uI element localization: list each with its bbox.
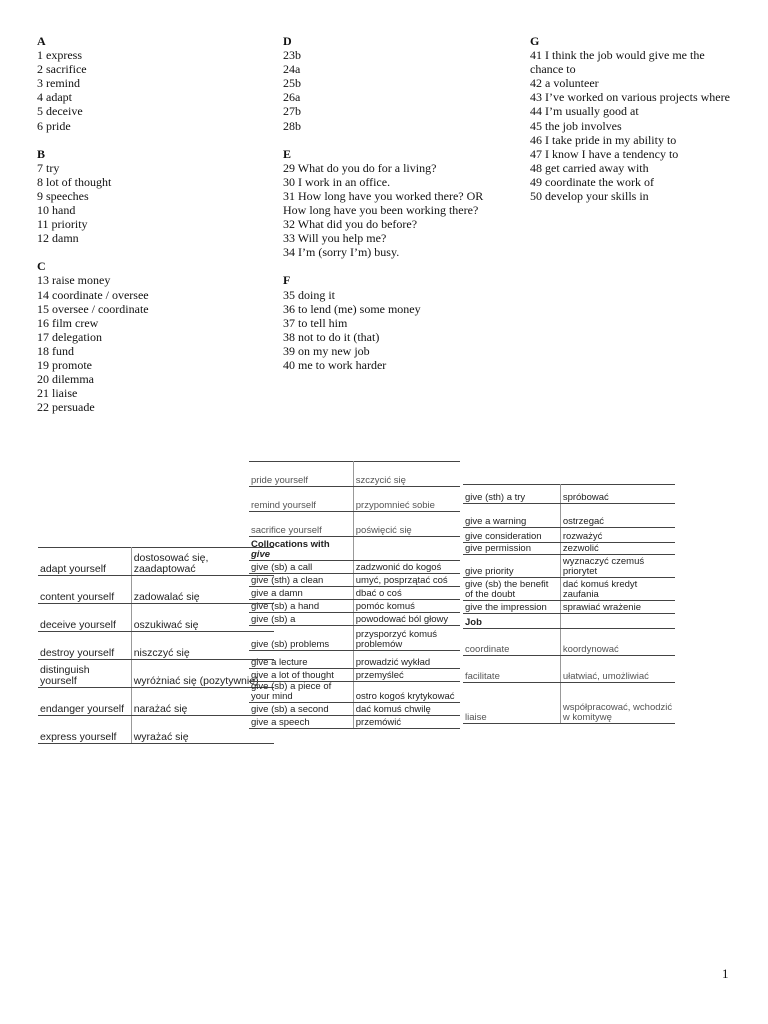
table-row xyxy=(249,682,460,703)
section-heading: F xyxy=(283,273,291,288)
table-row xyxy=(463,629,675,656)
answer-item: 6 pride xyxy=(37,118,71,133)
english-phrase: content yourself xyxy=(38,576,131,604)
polish-translation: przysporzyć komuś problemów xyxy=(353,626,460,651)
polish-translation: współpracować, wchodzić w komitywę xyxy=(560,683,675,724)
polish-translation: narażać się xyxy=(131,688,274,716)
polish-translation: szczycić się xyxy=(353,462,460,487)
reflexive-verbs-table xyxy=(38,547,274,744)
table-row xyxy=(249,574,460,587)
answer-item: 38 not to do it (that) xyxy=(283,329,380,344)
english-phrase: adapt yourself xyxy=(38,548,131,576)
polish-translation: pomóc komuś xyxy=(353,600,460,613)
section-heading: G xyxy=(530,34,540,48)
answer-item: 20 dilemma xyxy=(37,372,94,387)
answer-item: 14 coordinate / oversee xyxy=(37,287,149,302)
answer-item: 27b xyxy=(283,104,301,119)
table-row xyxy=(38,604,274,632)
answer-item: 40 me to work harder xyxy=(283,357,387,372)
section-heading: C xyxy=(37,259,46,274)
english-phrase: pride yourself xyxy=(249,462,353,487)
english-phrase: remind yourself xyxy=(249,487,353,512)
english-phrase: sacrifice yourself xyxy=(249,512,353,537)
answer-section xyxy=(37,259,237,414)
give-collocations-table xyxy=(249,461,460,729)
polish-translation: oszukiwać się xyxy=(131,604,274,632)
english-phrase: give (sb) a second xyxy=(249,703,353,716)
polish-translation: prowadzić wykład xyxy=(353,651,460,669)
answer-section xyxy=(283,273,498,372)
polish-translation: dać komuś chwilę xyxy=(353,703,460,716)
table-row xyxy=(249,613,460,626)
english-phrase: give the impression xyxy=(463,601,560,614)
answer-item: 16 film crew xyxy=(37,315,99,330)
table-row xyxy=(38,576,274,604)
table-row xyxy=(249,561,460,574)
answer-item: 7 try xyxy=(37,160,60,175)
answer-item: 31 How long have you worked there? OR How long have you been working there? xyxy=(283,188,484,218)
table-row xyxy=(38,548,274,576)
give-and-job-table xyxy=(463,484,675,724)
section-heading: A xyxy=(37,34,46,48)
english-phrase: facilitate xyxy=(463,656,560,683)
collocations-heading xyxy=(249,537,353,561)
english-phrase: give a lecture xyxy=(249,651,353,669)
polish-translation: dbać o coś xyxy=(353,587,460,600)
answer-item: 25b xyxy=(283,76,301,91)
table-row xyxy=(463,543,675,555)
polish-translation: zadzwonić do kogoś xyxy=(353,561,460,574)
table-row xyxy=(38,632,274,660)
collocations-heading-row xyxy=(249,537,460,561)
answer-item: 34 I’m (sorry I’m) busy. xyxy=(283,245,400,260)
english-phrase: give (sb) a hand xyxy=(249,600,353,613)
page-number: 1 xyxy=(722,966,729,981)
answer-item: 47 I know I have a tendency to xyxy=(530,146,679,161)
answer-item: 13 raise money xyxy=(37,273,111,288)
polish-translation: ostro kogoś krytykować xyxy=(353,682,460,703)
answer-item: 15 oversee / coordinate xyxy=(37,301,149,316)
english-phrase: deceive yourself xyxy=(38,604,131,632)
answer-item: 2 sacrifice xyxy=(37,62,87,77)
polish-translation: przemyśleć xyxy=(353,669,460,682)
polish-translation: umyć, posprzątać coś xyxy=(353,574,460,587)
polish-translation: rozważyć xyxy=(560,528,675,543)
polish-translation: niszczyć się xyxy=(131,632,274,660)
answer-item: 29 What do you do for a living? xyxy=(283,160,437,175)
answer-item: 21 liaise xyxy=(37,386,78,401)
table-row xyxy=(249,669,460,682)
english-phrase: give (sth) a try xyxy=(463,485,560,504)
answer-item: 35 doing it xyxy=(283,287,336,302)
answer-item: 49 coordinate the work of xyxy=(530,174,654,189)
english-phrase: give (sb) a piece of your mind xyxy=(249,682,353,703)
answer-item: 4 adapt xyxy=(37,90,72,105)
polish-translation: powodować ból głowy xyxy=(353,613,460,626)
polish-translation: zezwolić xyxy=(560,543,675,555)
polish-translation: wyznaczyć czemuś priorytet xyxy=(560,555,675,578)
english-phrase: distinguish yourself xyxy=(38,660,131,688)
table-row xyxy=(463,504,675,528)
answer-section xyxy=(37,147,237,246)
table-row xyxy=(38,716,274,744)
polish-translation: spróbować xyxy=(560,485,675,504)
table-row xyxy=(463,578,675,601)
english-phrase: destroy yourself xyxy=(38,632,131,660)
answer-section xyxy=(530,34,730,203)
answer-section xyxy=(37,34,237,133)
english-phrase: liaise xyxy=(463,683,560,724)
english-phrase: give priority xyxy=(463,555,560,578)
answer-item: 30 I work in an office. xyxy=(283,174,391,189)
polish-translation: poświęcić się xyxy=(353,512,460,537)
section-heading: E xyxy=(283,146,292,161)
empty-cell xyxy=(353,537,460,561)
table-row xyxy=(249,487,460,512)
polish-translation: sprawiać wrażenie xyxy=(560,601,675,614)
english-phrase: give a warning xyxy=(463,504,560,528)
polish-translation: koordynować xyxy=(560,629,675,656)
english-phrase: give a speech xyxy=(249,716,353,729)
polish-translation: przemówić xyxy=(353,716,460,729)
table-row xyxy=(249,716,460,729)
english-phrase: give (sth) a clean xyxy=(249,574,353,587)
job-heading: Job xyxy=(463,614,560,629)
english-phrase: give permission xyxy=(463,543,560,555)
english-phrase: coordinate xyxy=(463,629,560,656)
table-row xyxy=(249,587,460,600)
answer-item: 11 priority xyxy=(37,217,88,232)
answer-item: 5 deceive xyxy=(37,104,83,119)
table-row xyxy=(249,651,460,669)
answer-item: 45 the job involves xyxy=(530,118,622,133)
job-heading-row xyxy=(463,614,675,629)
answer-item: 42 a volunteer xyxy=(530,76,599,91)
answer-item: 18 fund xyxy=(37,343,74,358)
english-phrase: give (sb) a xyxy=(249,613,353,626)
answer-item: 28b xyxy=(283,118,301,133)
answer-column-g xyxy=(530,34,730,217)
table-row xyxy=(463,656,675,683)
table-row xyxy=(38,660,274,688)
section-heading: B xyxy=(37,146,46,161)
answer-item: 26a xyxy=(283,90,301,105)
answer-item: 8 lot of thought xyxy=(37,174,112,189)
table-row xyxy=(249,512,460,537)
table-row xyxy=(463,683,675,724)
collocations-heading-keyword: give xyxy=(251,549,271,560)
answer-item: 10 hand xyxy=(37,203,76,218)
english-phrase: endanger yourself xyxy=(38,688,131,716)
answer-item: 48 get carried away with xyxy=(530,160,649,175)
english-phrase: give consideration xyxy=(463,528,560,543)
answer-item: 46 I take pride in my ability to xyxy=(530,132,677,147)
polish-translation: zadowalać się xyxy=(131,576,274,604)
answer-item: 39 on my new job xyxy=(283,343,370,358)
answer-item: 41 I think the job would give me the chance to xyxy=(530,48,705,77)
answer-section xyxy=(283,34,498,133)
empty-cell xyxy=(560,614,675,629)
english-phrase: give a damn xyxy=(249,587,353,600)
table-row xyxy=(463,485,675,504)
answer-section xyxy=(283,147,498,260)
table-row xyxy=(463,555,675,578)
table-row xyxy=(249,600,460,613)
answer-item: 33 Will you help me? xyxy=(283,231,387,246)
answer-item: 3 remind xyxy=(37,76,80,91)
section-heading: D xyxy=(283,34,292,48)
table-row xyxy=(249,462,460,487)
answer-item: 36 to lend (me) some money xyxy=(283,301,421,316)
answer-column-d-f xyxy=(283,34,498,386)
english-phrase: express yourself xyxy=(38,716,131,744)
answer-item: 23b xyxy=(283,48,301,63)
answer-item: 32 What did you do before? xyxy=(283,217,418,232)
table-row xyxy=(463,601,675,614)
answer-column-a-c xyxy=(37,34,237,428)
table-row xyxy=(249,703,460,716)
answer-item: 22 persuade xyxy=(37,400,95,415)
answer-item: 43 I’ve worked on various projects where xyxy=(530,90,730,105)
table-row xyxy=(38,688,274,716)
answer-item: 17 delegation xyxy=(37,329,102,344)
english-phrase: give (sb) the benefit of the doubt xyxy=(463,578,560,601)
english-phrase: give (sb) problems xyxy=(249,626,353,651)
answer-item: 44 I’m usually good at xyxy=(530,104,639,119)
answer-item: 37 to tell him xyxy=(283,315,348,330)
answer-item: 19 promote xyxy=(37,357,92,372)
english-phrase: give a lot of thought xyxy=(249,669,353,682)
english-phrase: give (sb) a call xyxy=(249,561,353,574)
polish-translation: przypomnieć sobie xyxy=(353,487,460,512)
polish-translation: dać komuś kredyt zaufania xyxy=(560,578,675,601)
answer-item: 12 damn xyxy=(37,231,79,246)
polish-translation: wyrażać się xyxy=(131,716,274,744)
polish-translation: ułatwiać, umożliwiać xyxy=(560,656,675,683)
answer-item: 9 speeches xyxy=(37,188,89,203)
table-row xyxy=(463,528,675,543)
answer-item: 24a xyxy=(283,62,301,77)
collocations-heading-line: Collocations with xyxy=(251,539,330,550)
polish-translation: wyróżniać się (pozytywnie) xyxy=(131,660,274,688)
table-row xyxy=(249,626,460,651)
answer-item: 1 express xyxy=(37,48,82,63)
polish-translation: dostosować się, zaadaptować xyxy=(131,548,274,576)
polish-translation: ostrzegać xyxy=(560,504,675,528)
answer-item: 50 develop your skills in xyxy=(530,189,649,204)
